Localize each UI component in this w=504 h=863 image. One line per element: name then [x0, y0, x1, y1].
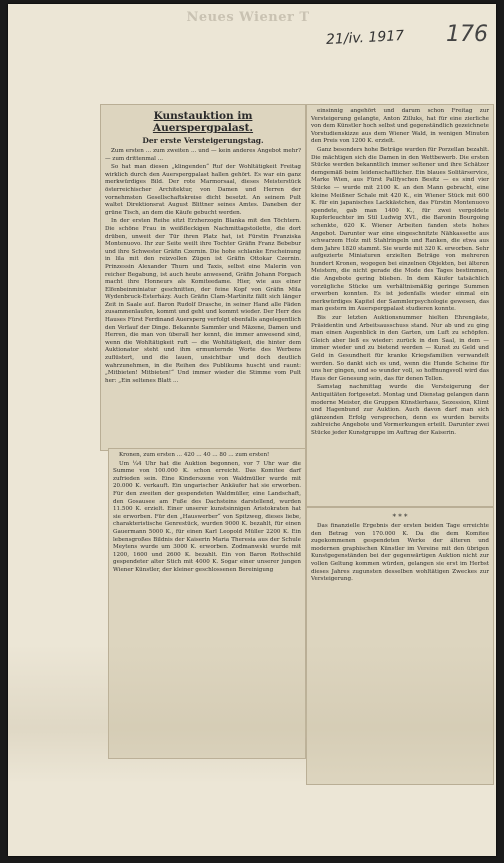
paragraph: Das finanzielle Ergebnis der ersten beiden Tage erreichte den Betrag von 170.000 K. Da die dem Komitee zugekommenen gespendeten Werke der älteren und modernen graphischen Künstler im Vereine mit den übrigen Kunstgegenständen bei der gegenwärtigen Auktion nicht zur vollen Geltung kommen würden, gelangen sie erst im Herbst dieses Jahres zugunsten desselben wohltätigen Zweckes zur Versteigerung.: [311, 523, 489, 583]
clipping-column-1: [100, 104, 306, 451]
paragraph: So hat man diesen „klingenden“ Ruf der Wohltätigkeit Freitag wirklich durch den Auerspergpalast hallen gehört. Es war ein ganz merkwürdiges Bild. Der rote Marmorsaal, dieses Meisterstück österreichischer Architektur, von Damen und Herren der vornehmsten Gesellschaftskreise dicht besetzt. An seinem Pult waltet Direktionsrat August Blittner seines Amtes. Daneben der grüne Tisch, an dem die Käufe gebucht werden.: [105, 164, 301, 216]
section-separator: * * *: [392, 513, 408, 521]
clipping-column-4: [306, 507, 494, 785]
paragraph: Zum ersten ... zum zweiten ... und — kein anderes Angebot mehr? — zum drittenmal ...: [105, 148, 301, 162]
paragraph: Um ¼4 Uhr hat die Auktion begonnen, vor 7 Uhr war die Summe von 100.000 K. schon erreicht. Das Komitee darf zufrieden sein. Eine Kinderszene von Waldmüller wurde mit 20.000 K. verkauft. Ein ungarischer Ankäufer hat sie erworben. Für den zweiten der gespendeten Waldmüller, eine Landschaft, den Gosausee am Fuße des Dachsteins darstellend, wurden 11.500 K. erzielt. Einer unserer kunstsinnigen Aristokraten hat sie erworben. Für den „Hauswerber“ von Spitzweg, dieses liebe, charakteristische Genrestück, wurden 9000 K. bezahlt, für einen Gauermann 5000 K., für einen Karl Leopold Müller 2200 K. Ein lebensgroßes Bildnis der Kaiserin Maria Theresia aus der Schule Meytens wurde um 3000 K. erworben. Zodmanwski wurde mit 1200, 1600 und 2600 K. bezahlt. Ein von Baron Rothschild gespendeter alter Stich mit 4000 K. Sogar einer unserer jungen Wiener Künstler, der kleiner geschlossenen Bereinigung: [113, 460, 301, 573]
paragraph: Kronen, zum ersten ... 420 ... 40 ... 80 ... zum ersten!: [119, 452, 270, 458]
archive-sheet: [8, 4, 496, 856]
paragraph: Ganz besonders hohe Beträge wurden für Porzellan bezahlt. Die mächtigen sich die Damen in den Wettbewerb. Die ersten Stücke werden bekanntlich immer seltener und ihre Schätzer demgemäß beim leidenschaftlicher. Ein blaues Solitärservice, Marke Wien, aus Fürst Pallfyschen Besitz — es sind vier Stücke — wurde mit 2100 K. an den Mann gebracht, eine kleine Meißner Schale mit 420 K., ein Wiener Stück mit 600 K. für ein japanisches Lackkästchen, das Fürstin Montenuovo spendete, gab man 1400 K., für zwei vergoldete Kupferleuchter im Stil Ludwig XVI., die Baronin Bourgoing schenkte, 620 K. Wiener Arbeiten fanden stets hohes Angebot. Darunter war eine eingeschnitzte Nähkassette aus schwarzem Holz mit Stahlringeln und Ranken, die etwa aus dem Jahre 1820 stammt. Sie wurde mit 320 K. erworben. Sehr aufgezierte Miniaturen erzielten Beträge von mehreren hundert Kronen, wogegen bei einzelnen Objekten, bei älteren Meistern, die nicht gerade die Mode des Tages bestimmen, die Angebote gering blieben. In dem Käufer tatsächlich vorzügliche Stücke um verhältnismäßig geringe Summen erwerben konnten. Es ist jedenfalls wieder einmal ein merkwürdiges Kapitel der Sammlerpsychologie gewesen, das man gestern im Auerspergpalast studieren konnte.: [311, 146, 489, 313]
paragraph: Samstag nachmittag wurde die Versteigerung der Antiquitäten fortgesetzt. Montag und Dienstag gelangen dann moderne Meister, die Gruppen Künstlerhaus, Sezession, Klimt und Hagenbund zur Auktion. Auch davon darf man sich glänzenden Erfolg versprechen, denn es wurden bereits zahlreiche Angebote und Vormerkungen erteilt. Darunter zwei Stücke jeder Kunstgruppe im Auftrag der Kaiserin.: [311, 384, 489, 436]
paragraph: In der ersten Reihe sitzt Erzherzogin Blanka mit den Töchtern. Die schöne Frau in weißfleckigen Nachmittagstoilette, die dort drüben, unweit der Tür ihren Platz hat, ist Fürstin Franziska Montenuovo. Ihr zur Seite weilt ihre Tochter Gräfin Franz Bebebur und ihre Schwester Gräfin Czernin. Die hohe schlanke Erscheinung in lila mit den reizvollen Zügen ist Gräfin Ottokar Czernin. Prinzessin Alexander Thurn und Taxis, selbst eine Malerin von reicher Begabung, ist auch heute anwesend, Gräfin Johann Forgach macht ihre Honneurs als Komiteedame. Hier, wie aus einer Elfenbeinminiatur geschnitten, der feine Kopf von Gräfin Mila Wydenbruck-Esterházy. Auch Gräfin Clam-Martinitz fällt sich länger Zeit in Saale auf. Baron Rudolf Drasche, in seiner Hand alle Fäden zusammenlaufen, kommt und geht und kommt wieder. Der Herr des Hauses Fürst Ferdinand Auersperg verfolgt ebenfalls angelegentlich den Verlauf der Dinge. Bekannte Sammler und Mäzene, Damen und Herren, die man von überall her kennt, die immer anwesend sind, wenn die Wohltätigkeit ruft — die Wohltätigkeit, die hinter dem Auktionator steht und ihm ermunternde Worte des Werbens zuflüstert, und die lauen, unsichtbar und doch deutlich wahrzunehmen, in die Reihen des Publikums huscht und raunt: „Mitbieten! Mitbieten!“ Und immer wieder die Stimme vom Pult her: „Ein seltenes Blatt ...: [105, 218, 301, 384]
handwritten-date: 21/iv. 1917: [325, 27, 405, 49]
clipping-column-3: [108, 448, 306, 759]
article-subheadline: Der erste Versteigerungstag.: [142, 136, 264, 145]
handwritten-folio-number: 176: [446, 22, 488, 47]
paragraph: einsinnig angehört und darum schon Freitag zur Versteigerung gelangte, Anton Zilluks, hat für eine zierliche von dem Künstler hoch selbst und gegenständlich gezeichnete Vorstudienskizze aus dem Wiener Wald, in wenigen Minuten den Preis von 1200 K. erzielt.: [311, 108, 489, 145]
article-headline: Kunstauktion im Auerspergpalast.: [152, 110, 254, 134]
paragraph: Bis zur letzten Auktionsnummer hielten Ehrengäste, Präsidentin und Arbeitsausschuss stand. Nur ab und zu ging man einen Augenblick in den Garten, um Luft zu schöpfen. Gleich aber ließ es wieder: zurück in den Saal, in dem — immer wieder und zu bietend werden — Kunst zu Geld und Geld in Gesundheit für kranke Kriegsfamilien verwandelt werden. So dankt sich es und, wenn die Hunde Scheine für uns her gingen, und so wunder voll, so hoffnungsvoll wird das Haus der Genesung sein, das für denen Tellen.: [311, 315, 489, 382]
clipping-column-2: [306, 104, 494, 507]
newspaper-masthead: Neues Wiener T: [186, 10, 310, 25]
